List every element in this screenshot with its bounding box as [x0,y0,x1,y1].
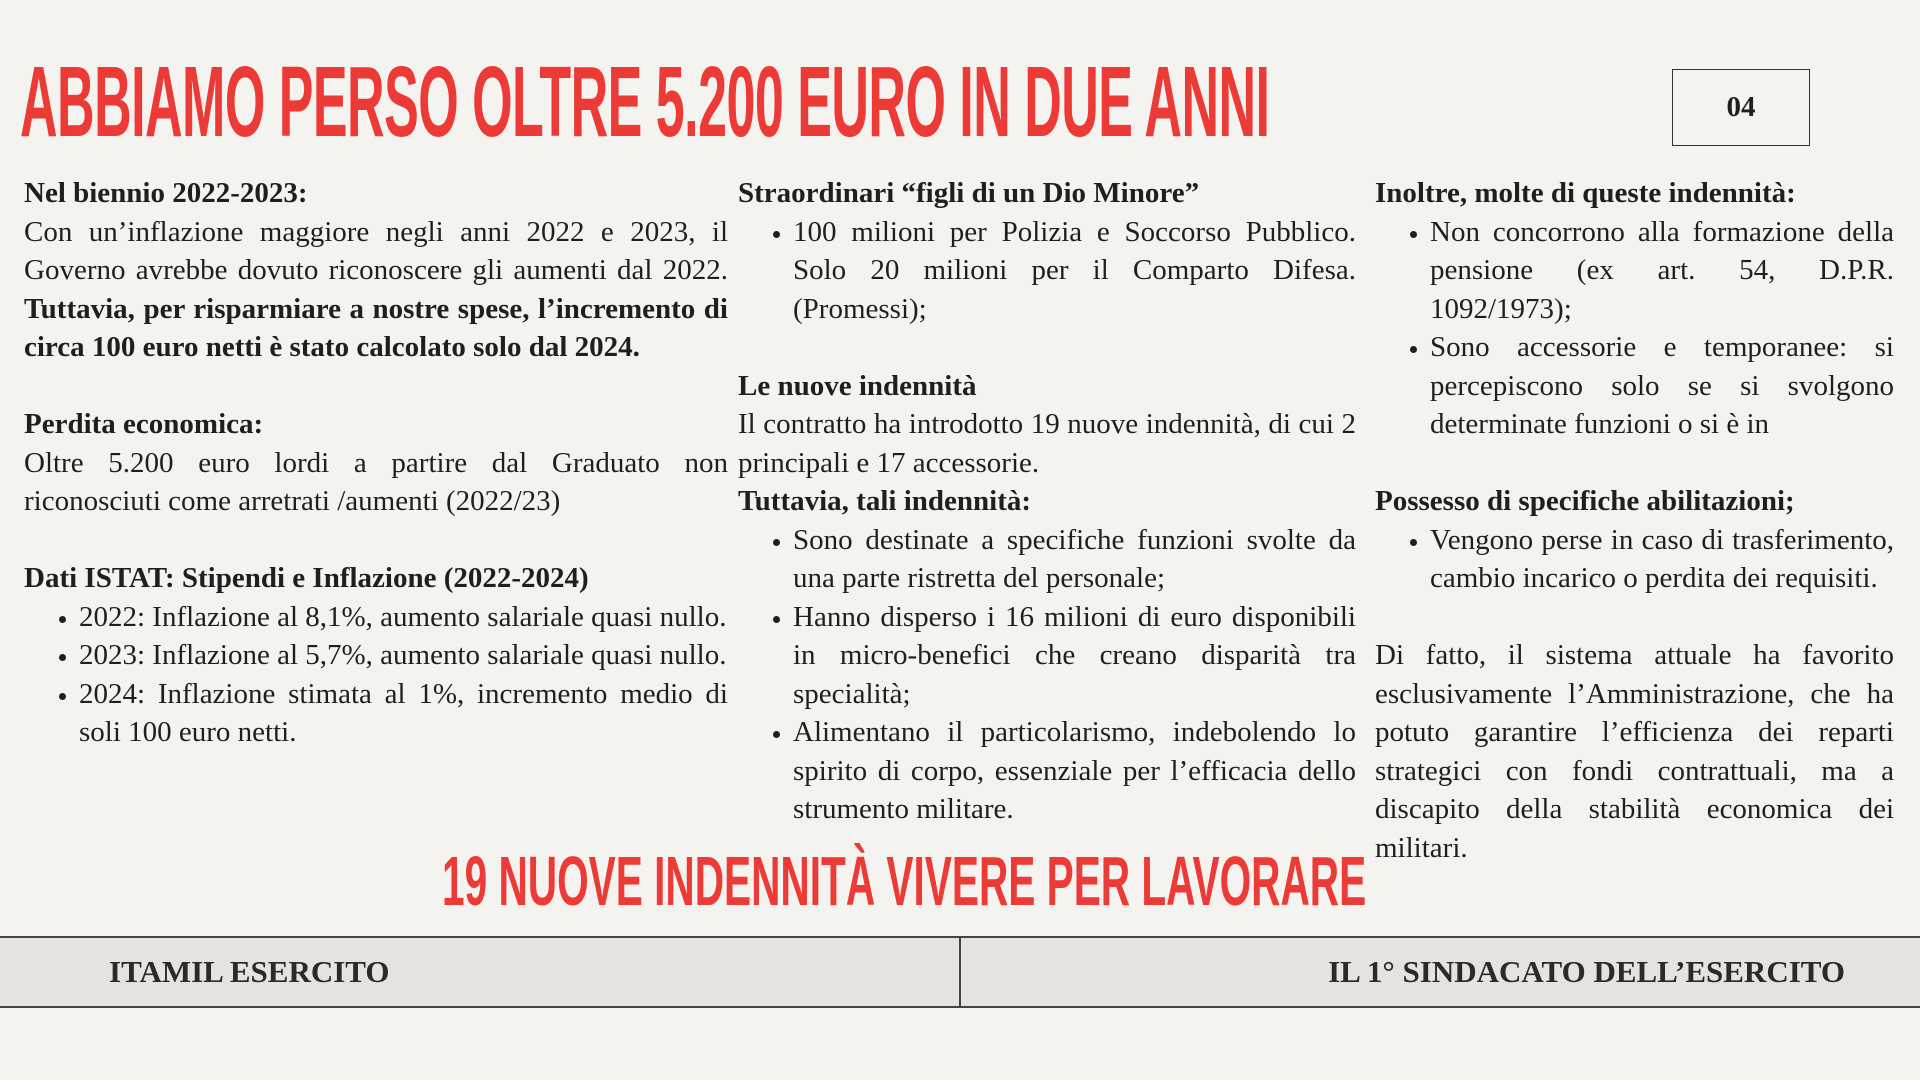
list-item: • 2024: Inflazione stimata al 1%, incremento medio di soli 100 euro netti. [79,675,728,752]
istat-list [24,598,728,752]
heading-perdita: Perdita economica: [24,408,264,440]
paragraph-perdita: Oltre 5.200 euro lordi a partire dal Graduato non riconosciuti come arretrati /aumenti (2022/23) [24,446,728,517]
footer-bar [0,936,1920,1008]
heading-straordinari: Straordinari “figli di un Dio Minore” [738,177,1200,209]
list-item: • Alimentano il particolarismo, indebolendo lo spirito di corpo, essenziale per l’efficacia dello strumento militare. [793,713,1356,829]
footer-right-label: IL 1° SINDACATO DELL’ESERCITO [1328,954,1845,989]
paragraph-di-fatto: Di fatto, il sistema attuale ha favorito esclusivamente l’Amministrazione, che ha potuto garantire l’efficienza dei reparti strategici con fondi contrattuali, ma a discapito della stabilità economica dei militari. [1375,639,1894,864]
heading-tuttavia: Tuttavia, tali indennità: [738,485,1032,517]
column-left [24,174,728,752]
list-item: • 100 milioni per Polizia e Soccorso Pubblico. Solo 20 milioni per il Comparto Difesa. (Promessi); [793,213,1356,329]
column-middle [738,174,1356,829]
column-right [1375,174,1894,867]
list-item: • Vengono perse in caso di trasferimento, cambio incarico o perdita dei requisiti. [1430,521,1894,598]
paragraph-nuove-indennita: Il contratto ha introdotto 19 nuove indennità, di cui 2 principali e 17 accessorie. [738,408,1356,479]
page-number: 04 [1726,91,1756,123]
footer-divider [959,938,961,1006]
straordinari-list [738,213,1356,329]
list-item: • Sono destinate a specifiche funzioni svolte da una parte ristretta del personale; [793,521,1356,598]
paragraph-biennio [24,213,728,367]
list-item: • 2023: Inflazione al 5,7%, aumento salariale quasi nullo. [79,636,728,675]
list-item: • 2022: Inflazione al 8,1%, aumento salariale quasi nullo. [79,598,728,637]
heading-biennio: Nel biennio 2022-2023: [24,177,308,209]
possesso-list [1375,521,1894,598]
heading-nuove-indennita: Le nuove indennità [738,369,977,402]
paragraph-biennio-text: Con un’inflazione maggiore negli anni 2022 e 2023, il Governo avrebbe dovuto riconoscere gli aumenti dal 2022. [24,215,728,286]
list-item: • Sono accessorie e temporanee: si percepiscono solo se si svolgono determinate funzioni o si è in [1430,328,1894,444]
subtitle-banner: 19 NUOVE INDENNITÀ VIVERE PER LAVORARE [442,842,1367,920]
heading-istat: Dati ISTAT: Stipendi e Inflazione (2022-2024) [24,562,589,594]
page-number-box [1672,69,1810,146]
tuttavia-list [738,521,1356,829]
list-item: • Hanno disperso i 16 milioni di euro disponibili in micro-benefici che creano disparità tra specialità; [793,598,1356,714]
list-item: • Non concorrono alla formazione della pensione (ex art. 54, D.P.R. 1092/1973); [1430,213,1894,329]
footer-left-label: ITAMIL ESERCITO [109,954,390,989]
heading-possesso: Possesso di specifiche abilitazioni; [1375,485,1795,517]
heading-inoltre: Inoltre, molte di queste indennità: [1375,177,1796,209]
page-title: ABBIAMO PERSO OLTRE 5.200 EURO IN DUE ANNI [20,46,1270,158]
inoltre-list [1375,213,1894,444]
paragraph-biennio-bold: Tuttavia, per risparmiare a nostre spese, l’incremento di circa 100 euro netti è stato calcolato solo dal 2024. [24,292,728,363]
